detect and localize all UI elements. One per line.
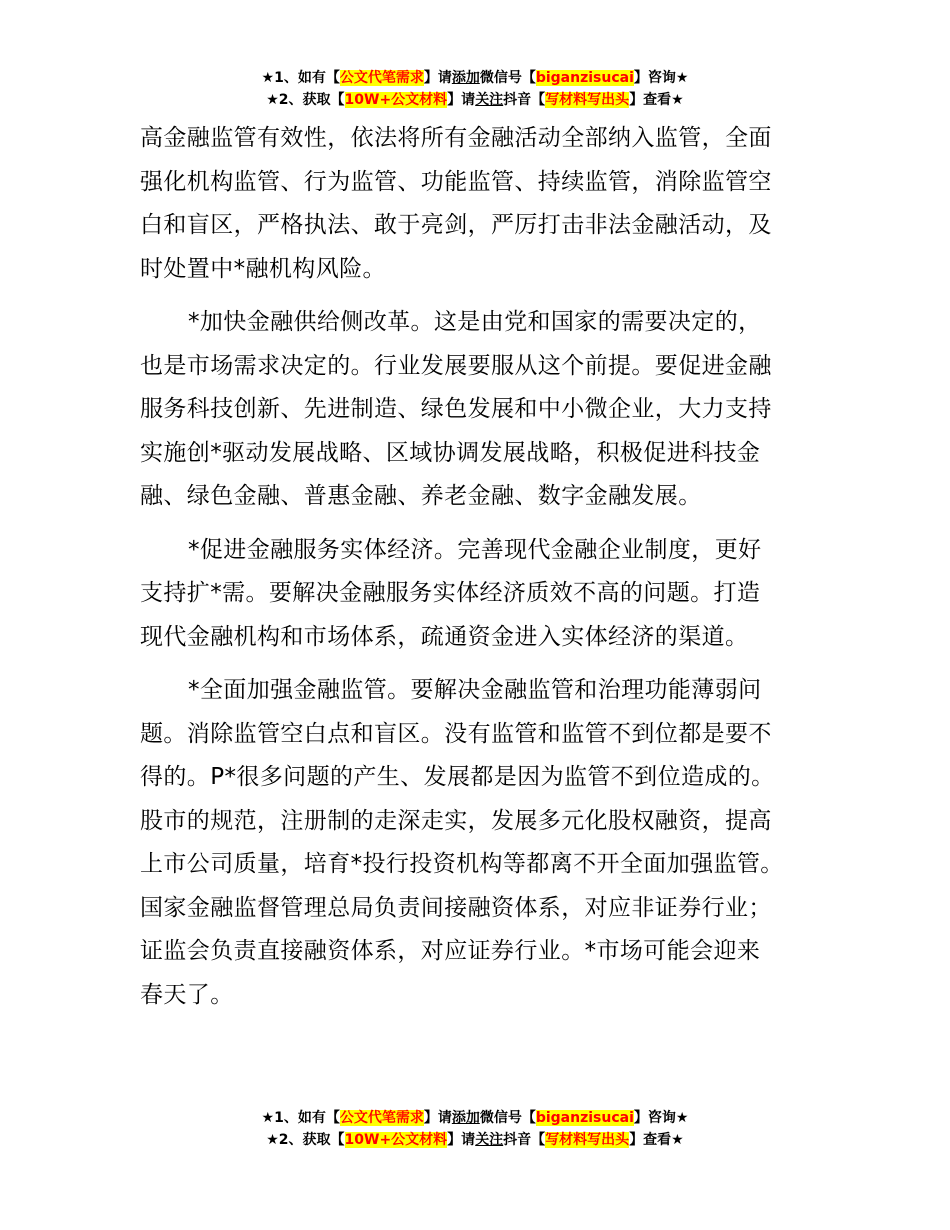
paragraph-2 <box>140 301 830 519</box>
banner-text: 】咨询★ <box>633 70 689 86</box>
banner-text: 】查看★ <box>629 1132 684 1148</box>
text-line: 国家金融监督管理总局负责间接融资体系，对应非证券行业； <box>140 894 772 921</box>
banner-text: 抖音【 <box>503 1132 546 1148</box>
header-line-2 <box>0 89 950 111</box>
text-line: 时处置中*融机构风险。 <box>140 255 386 282</box>
douyin-account-highlight: 写材料写出头 <box>545 1132 630 1148</box>
materials-highlight: 10W+公文材料 <box>344 92 448 108</box>
banner-underlined-text: 添加 <box>451 70 480 86</box>
paragraph-4 <box>140 669 830 1017</box>
banner-text: 抖音【 <box>503 92 546 108</box>
text-line: 白和盲区，严格执法、敢于亮剑，严厉打击非法金融活动，及 <box>140 212 772 238</box>
text-line: *促进金融服务实体经济。完善现代金融企业制度，更好 <box>188 536 762 563</box>
banner-text: 微信号【 <box>479 1110 536 1126</box>
douyin-account-highlight: 写材料写出头 <box>545 92 630 108</box>
banner-text: 】请 <box>447 92 476 108</box>
banner-underlined-text: 关注 <box>475 92 504 108</box>
wechat-id-highlight: biganzisucai <box>535 70 634 86</box>
text-line: 也是市场需求决定的。行业发展要服从这个前提。要促进金融 <box>140 352 772 379</box>
text-line: 股市的规范，注册制的走深走实，发展多元化股权融资，提高 <box>140 807 772 834</box>
header-line-1 <box>0 67 950 89</box>
text-line: 融、绿色金融、普惠金融、养老金融、数字金融发展。 <box>140 483 702 509</box>
banner-text: 】请 <box>423 70 452 86</box>
service-highlight: 公文代笔需求 <box>339 1110 424 1126</box>
banner-text: ★2、获取【 <box>266 1132 345 1148</box>
wechat-id-highlight: biganzisucai <box>535 1110 634 1126</box>
footer-banner <box>0 1107 950 1151</box>
banner-text: 】请 <box>447 1132 476 1148</box>
banner-text: 】查看★ <box>629 92 684 108</box>
service-highlight: 公文代笔需求 <box>339 70 424 86</box>
footer-line-2 <box>0 1129 950 1151</box>
banner-underlined-text: 关注 <box>475 1132 504 1148</box>
text-line: 得的。P*很多问题的产生、发展都是因为监管不到位造成的。 <box>140 764 775 790</box>
banner-text: ★2、获取【 <box>266 92 345 108</box>
header-banner <box>0 67 950 111</box>
text-line: 证监会负责直接融资体系，对应证券行业。*市场可能会迎来 <box>140 938 761 964</box>
banner-text: 微信号【 <box>479 70 536 86</box>
banner-text: 】咨询★ <box>633 1110 689 1126</box>
materials-highlight: 10W+公文材料 <box>344 1132 448 1148</box>
banner-text: ★1、如有【 <box>261 1110 340 1126</box>
text-line: 春天了。 <box>140 981 234 1008</box>
text-line: 强化机构监管、行为监管、功能监管、持续监管，消除监管空 <box>140 168 772 195</box>
text-line: 服务科技创新、先进制造、绿色发展和中小微企业，大力支持 <box>140 396 772 422</box>
text-line: 实施创*驱动发展战略、区域协调发展战略，积极促进科技金 <box>140 439 761 466</box>
paragraph-1 <box>140 117 830 291</box>
text-line: 高金融监管有效性，依法将所有金融活动全部纳入监管，全面 <box>140 125 772 151</box>
text-line: 题。消除监管空白点和盲区。没有监管和监管不到位都是要不 <box>140 720 772 747</box>
text-line: 现代金融机构和市场体系，疏通资金进入实体经济的渠道。 <box>140 623 749 650</box>
text-line: *全面加强金融监管。要解决金融监管和治理功能薄弱问 <box>188 677 762 703</box>
banner-underlined-text: 添加 <box>451 1110 480 1126</box>
paragraph-3 <box>140 529 830 660</box>
banner-text: ★1、如有【 <box>261 70 340 86</box>
text-line: *加快金融供给侧改革。这是由党和国家的需要决定的， <box>188 309 762 335</box>
banner-text: 】请 <box>423 1110 452 1126</box>
footer-line-1 <box>0 1107 950 1129</box>
document-body <box>140 117 830 1027</box>
text-line: 支持扩*需。要解决金融服务实体经济质效不高的问题。打造 <box>140 580 761 606</box>
text-line: 上市公司质量，培育*投行投资机构等都离不开全面加强监管。 <box>140 851 784 877</box>
